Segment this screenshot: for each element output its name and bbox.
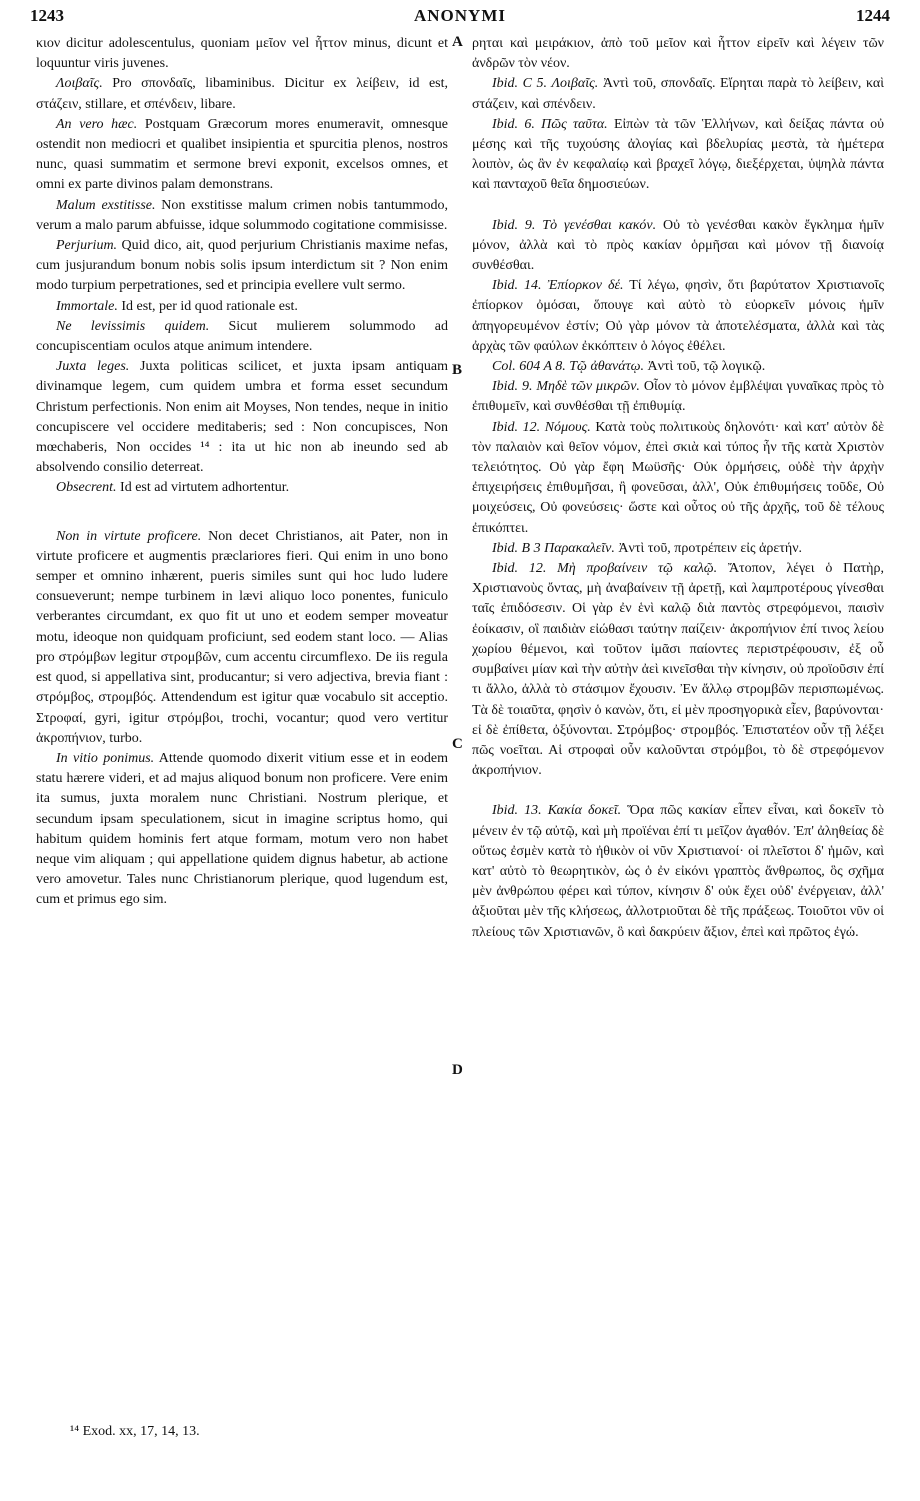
latin-paragraph: Juxta leges. Juxta politicas scilicet, et juxta ipsam antiquam divinamque legem, cum quidem umbra et forma esset secundum Christum perfectionis. Non enim ait Moyses, Non tendes, neque in initio concupiscere vel occidere meditaberis; sed : Non concupisces, Non mœchaberis, Non occides ¹⁴ : ita ut hic non ab ineundo sed ab absolvendo consilio deterreat.	[36, 359, 448, 476]
greek-paragraph: Ibid. 13. Κακία δοκεῖ. Ὅρα πῶς κακίαν εἶπεν εἶναι, καὶ δοκεῖν τὸ μένειν ἐν τῷ αὐτῷ, καὶ μὴ προϊέναι ἐπί τι μεῖζον ἀγαθόν. Ἐπ' ἀληθείας δὲ οὕτως ἐσμὲν κατὰ τὸ ἠθικὸν οἱ νῦν Χριστιανοί· οἱ πλεῖστοι δ' ἡμῶν, καὶ κατ' αὐτὸ τὸ θεωρητικὸν, ὡς ὁ ἐν εἰκόνι γραπτὸς ἄνθρωπος, ὃς σχῆμα μὲν ἀνθρώπου φέρει καὶ τύπον, κίνησιν δ' οὐκ ἔχει οὐδ' ἐνέργειαν, ἀλλ' ἀξιοῦται μὲν τῆς κλήσεως, ἀλλοτριοῦται δὲ τῆς πράξεως. Τοιοῦτοι νῦν οἱ πλείους τῶν Χριστιανῶν, ὃ καὶ δακρύειν ἄξιον, ἐπεὶ καὶ πρῶτος ἐγώ.	[472, 803, 885, 940]
page-number-left: 1243	[30, 6, 64, 25]
greek-paragraph: Ibid. 6. Πῶς ταῦτα. Εἰπὼν τὰ τῶν Ἑλλήνων, καὶ δείξας πάντα οὐ μέσης καὶ τῆς τυχούσης ἀλογίας καὶ βδελυρίας μεστὰ, τὰ ἡμέτερα λοιπὸν, ὡς ἂν ἐν κεφαλαίῳ καὶ βραχεῖ λόγῳ, διεξέρχεται, ὑψηλὰ πάντα καὶ πανταχοῦ θεῖα δημοσιεύων.	[472, 116, 885, 193]
greek-paragraph: Ibid. 12. Μὴ προβαίνειν τῷ καλῷ. Ἄτοπον, λέγει ὁ Πατὴρ, Χριστιανοὺς ὄντας, μὴ ἀναβαίνειν τῇ ἀρετῇ, καὶ λαμπροτέρους γίνεσθαι ταῖς ἐπιδόσεσιν. Οἱ γὰρ ἐν ἑνὶ καλῷ διὰ παντὸς στρεφόμενοι, παισὶν ἐοίκασιν, οἳ παιδιὰν εἰώθασι ταύτην παίζειν· ἀκροπήνιον ἐπί τινος λείου χωρίου θέμενοι, καὶ τοῦτον ἱμᾶσι παίοντες περιστρέφουσιν, ἐξ οὗ συμβαίνει μίαν καὶ τὴν αὐτὴν ἀεὶ κινεῖσθαι τὴν κίνησιν, οὐ προϊοῦσιν ἐπί τι ἄλλο, ἀλλὰ τὸ στάσιμον ἔχουσιν. Ἐν ἄλλῳ στρομβῶν περισπωμένως. Τὰ δὲ τοιαῦτα, φησὶν ὁ κανὼν, ὅτι, εἰ μὲν προσηγορικὰ εἶεν, βαρύνονται· εἰ δὲ ἐπίθετα, ὀξύνονται. Στρόμβος· στρομβός. Ἐπιστατέον οὖν τῇ λέξει πῶς νοεῖται. Αἱ στροφαὶ οὖν καλοῦνται στρόμβοι, τὸ δὲ στρεφόμενον ἀκροπήνιον.	[472, 561, 884, 779]
latin-paragraph: Ne levissimis quidem. Sicut mulierem solummodo ad concupiscentiam oculos atque animum intendere.	[36, 318, 449, 355]
greek-paragraph: Col. 604 A 8. Τῷ ἀθανάτῳ. Ἀντὶ τοῦ, τῷ λογικῷ.	[492, 359, 766, 375]
greek-paragraph: ρηται καὶ μειράκιον, ἀπὸ τοῦ μεῖον καὶ ἧττον εἰρεῖν καὶ λέγειν τῶν ἀνδρῶν τὸν νέον.	[472, 36, 884, 72]
margin-marker-b: B	[452, 362, 463, 378]
latin-paragraph: Non in virtute proficere. Non decet Christianos, ait Pater, non in virtute proficere et augmentis præclariores fieri. Qui enim in uno bono semper et omnino inhærent, pueris similes sunt qui hoc ludo ludere consueverunt; nempe turbinem in lævi aliquo loco ponentes, funiculo verberantes circumdant, ex quo fit ut uno et eodem semper moveatur motu, ideoque non quidquam proficiunt, sed eodem stant loco. — Alias pro στρόμβων legitur στρομβῶν, cum accentu circumflexo. De iis regula est quod, si appellativa sint, producantur; si vero adjectiva, brevia fiant : στρόμβος, στρομβός. Attendendum est igitur quæ vocabulo sit acceptio. Στροφαί, gyri, igitur στρόμβοι, trochi, vocantur; quod vero vertitur ἀκροπήνιον, turbo.	[36, 528, 449, 746]
latin-paragraph: Perjurium. Quid dico, ait, quod perjurium Christianis maxime nefas, cum jusjurandum bonum nobis solis ipsum interdictum sit ? Non enim modo turpium perpetrationes, sed et principia evellere vult sermo.	[36, 238, 449, 294]
latin-paragraph: Immortale. Id est, per id quod rationale est.	[56, 298, 298, 314]
page-number-right: 1244	[856, 6, 890, 25]
margin-marker-a: A	[452, 34, 463, 50]
latin-paragraph: Malum exstitisse. Non exstitisse malum crimen nobis tantummodo, verum a malo parum abfuisse, idque solummodo cogitatione commisisse.	[36, 197, 448, 233]
latin-column	[36, 34, 448, 911]
greek-paragraph: Ibid. 9. Τὸ γενέσθαι κακόν. Οὐ τὸ γενέσθαι κακὸν ἔγκλημα ἡμῖν μόνον, ἀλλὰ καὶ τὸ πρὸς κακίαν ὁρμῆσαι καὶ μόνον τῇ διανοίᾳ συνθέσθαι.	[472, 217, 885, 274]
latin-paragraph: κιον dicitur adolescentulus, quoniam μεῖον vel ἧττον minus, dicunt et loquuntur viris juvenes.	[36, 36, 448, 72]
greek-paragraph: Ibid. C 5. Λοιβαῖς. Ἀντὶ τοῦ, σπονδαῖς. Εἴρηται παρὰ τὸ λείβειν, καὶ στάζειν, καὶ σπένδειν.	[472, 76, 884, 112]
margin-marker-c: C	[452, 736, 463, 752]
running-title: ANONYMI	[414, 6, 506, 25]
footnote: ¹⁴ Exod. xx, 17, 14, 13.	[70, 1424, 200, 1439]
greek-paragraph: Ibid. 14. Ἐπίορκον δέ. Τί λέγω, φησὶν, ὅτι βαρύτατον Χριστιανοῖς ἐπίορκον ὀμόσαι, ὅπουγε καὶ αὐτὸ τὸ εὐορκεῖν μόνοις ἡμῖν ἀπηγορευμένον ἐστίν; Οὐ γὰρ μόνον τὰ ἀποτελέσματα, ἀλλὰ καὶ τὰς ἀρχὰς τῶν φαύλων ἐκκόπτειν ὁ λόγος ἐθέλει.	[472, 278, 884, 354]
greek-paragraph: Ibid. 9. Μηδὲ τῶν μικρῶν. Οἷον τὸ μόνον ἐμβλέψαι γυναῖκας πρὸς τὸ ἐπιθυμεῖν, καὶ συνθέσθαι τῇ ἐπιθυμίᾳ.	[472, 379, 885, 415]
latin-paragraph: Λοιβαῖς. Pro σπονδαῖς, libaminibus. Dicitur ex λείβειν, id est, στάζειν, stillare, et σπένδειν, libare.	[36, 76, 449, 112]
page-header	[30, 6, 890, 26]
latin-paragraph: An vero hæc. Postquam Græcorum mores enumeravit, omnesque ostendit non mediocri et qualibet insipientia et spurcitia plenos, nostros nunc, quasi summatim et sermone brevi exponit, excelsos omnes, et omni ex parte divinos palam demonstrans.	[36, 116, 448, 193]
greek-paragraph: Ibid. B 3 Παρακαλεῖν. Ἀντὶ τοῦ, προτρέπειν εἰς ἀρετήν.	[492, 540, 803, 556]
margin-marker-d: D	[452, 1062, 463, 1078]
latin-paragraph: Obsecrent. Id est ad virtutem adhortentur.	[56, 480, 290, 496]
greek-paragraph: Ibid. 12. Νόμους. Κατὰ τοὺς πολιτικοὺς δηλονότι· καὶ κατ' αὐτὸν δὲ τὸν παλαιὸν καὶ θεῖον νόμον, ἐπεὶ σκιὰ καὶ τύπος ἦν τῆς κατὰ Χριστὸν τελειότητος. Οὐ γὰρ ἔφη Μωϋσῆς· Οὐκ ὁρμήσεις, οὐδὲ τὴν ἀρχὴν ἐπιχειρήσεις ἐπιθυμῆσαι, ἢ φονεῦσαι, ἀλλ', Οὐκ ἐπιθυμήσεις τοῦδε, Οὐ μοιχεύσεις, Οὐ φονεύσεις· ὥστε καὶ οὗτος οὐ τῆς ἀρχῆς, τοῦ δὲ τέλους ἐπικόπτει.	[472, 419, 885, 536]
latin-paragraph: In vitio ponimus. Attende quomodo dixerit vitium esse et in eodem statu hærere videri, et ad majus aliquod bonum non proficere. Vere enim ita sumus, juxta moralem nunc Christiani. Nostrum plerique, et secundum ipsam speculationem, sicut in imagine scriptus homo, qui habitum quidem hominis fert atque formam, motum vero non habet neque vim aliquam ; qui appellatione quidem dignus habetur, ab actione vero amovetur. Tales nunc Christianorum plerique, quod lugendum est, cum et primus ego sim.	[36, 750, 448, 908]
greek-column	[472, 34, 884, 943]
